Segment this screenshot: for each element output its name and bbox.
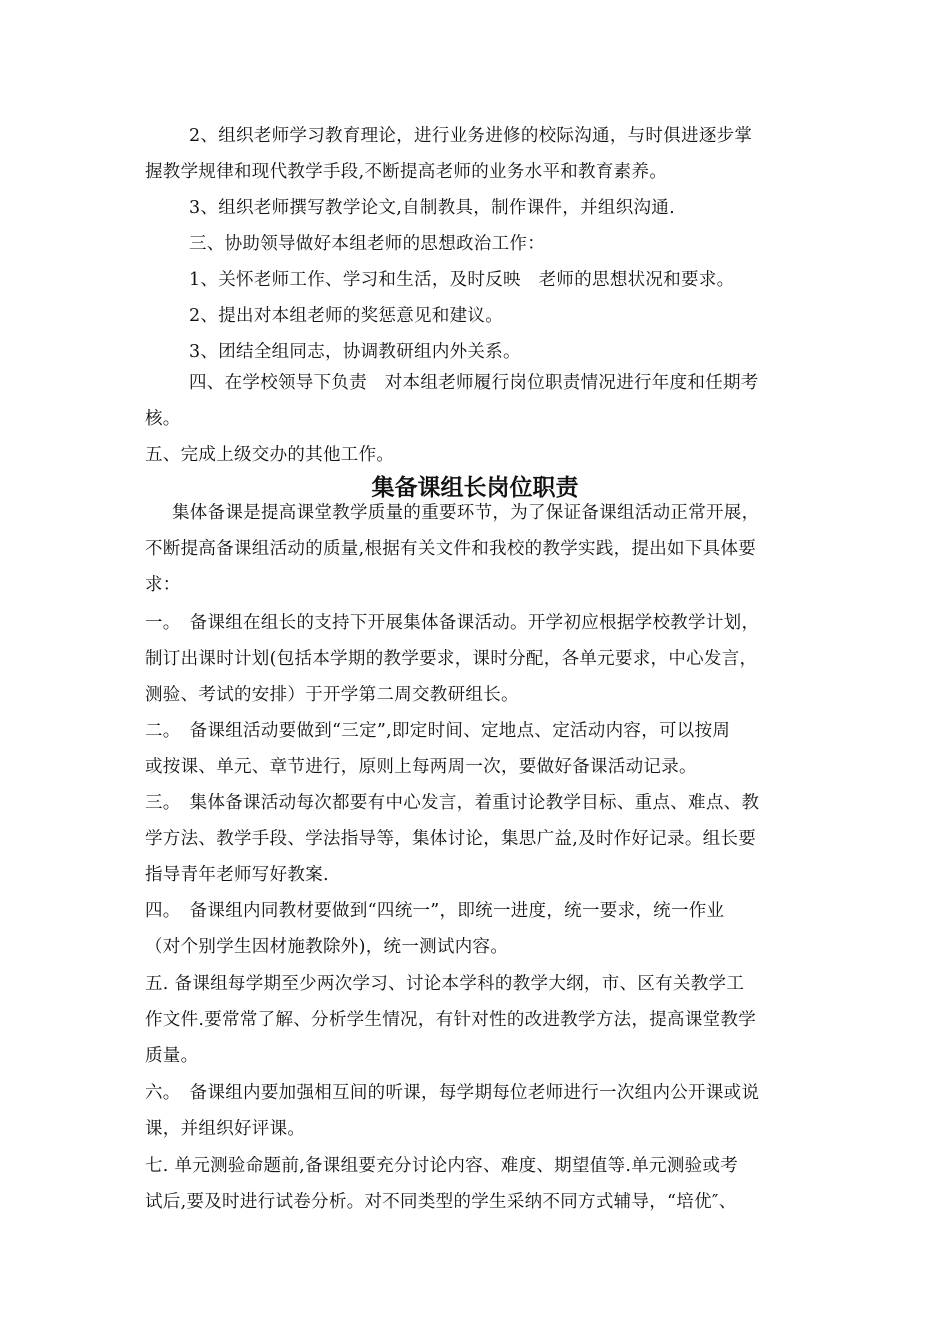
list-item: 二。 备课组活动要做到“三定”,即定时间、定地点、定活动内容，可以按周: [145, 721, 731, 741]
paragraph-line: 或按课、单元、章节进行，原则上每两周一次，要做好备课活动记录。: [145, 757, 697, 777]
list-item: 六。 备课组内要加强相互间的听课，每学期每位老师进行一次组内公开课或说: [145, 1083, 760, 1103]
paragraph-line: 质量。: [145, 1046, 199, 1066]
list-item: 三。 集体备课活动每次都要有中心发言，着重讨论教学目标、重点、难点、教: [145, 793, 760, 813]
paragraph-line: 学方法、教学手段、学法指导等，集体讨论，集思广益,及时作好记录。组长要: [145, 829, 757, 849]
paragraph-line: 试后,要及时进行试卷分析。对不同类型的学生采纳不同方式辅导，“培优″、: [145, 1192, 737, 1212]
section-heading: 三、协助领导做好本组老师的思想政治工作：: [189, 234, 545, 254]
paragraph-line: 课，并组织好评课。: [145, 1119, 306, 1139]
list-item: 五. 备课组每学期至少两次学习、讨论本学科的教学大纲，市、区有关教学工: [145, 974, 745, 994]
paragraph-line: 3、组织老师撰写教学论文,自制教具，制作课件，并组织沟通.: [189, 198, 675, 218]
paragraph-line: 3、团结全组同志，协调教研组内外关系。: [189, 342, 521, 362]
paragraph-line: 2、组织老师学习教育理论，进行业务进修的校际沟通，与时俱进逐步掌: [189, 126, 753, 146]
paragraph-line: 指导青年老师写好教案.: [145, 865, 329, 885]
paragraph-line: 作文件.要常常了解、分析学生情况，有针对性的改进教学方法，提高课堂教学: [145, 1010, 757, 1030]
paragraph-line: 制订出课时计划(包括本学期的教学要求，课时分配，各单元要求，中心发言，: [145, 649, 758, 669]
paragraph-line: 集体备课是提高课堂教学质量的重要环节，为了保证备课组活动正常开展，: [172, 503, 760, 523]
list-item: 四。 备课组内同教材要做到“四统一”，即统一进度，统一要求，统一作业: [145, 901, 725, 921]
document-title: 集备课组长岗位职责: [371, 475, 579, 501]
paragraph-line: 测验、考试的安排）于开学第二周交教研组长。: [145, 685, 519, 705]
paragraph-line: 握教学规律和现代教学手段,不断提高老师的业务水平和教育素养。: [145, 162, 668, 182]
paragraph-line: 求：: [145, 575, 181, 595]
section-heading: 四、在学校领导下负责 对本组老师履行岗位职责情况进行年度和任期考: [189, 373, 759, 393]
section-heading: 五、完成上级交办的其他工作。: [145, 445, 395, 465]
paragraph-line: 2、提出对本组老师的奖惩意见和建议。: [189, 306, 504, 326]
paragraph-line: 核。: [145, 409, 181, 429]
list-item: 一。 备课组在组长的支持下开展集体备课活动。开学初应根据学校教学计划，: [145, 613, 760, 633]
paragraph-line: 不断提高备课组活动的质量,根据有关文件和我校的教学实践，提出如下具体要: [145, 539, 757, 559]
paragraph-line: （对个别学生因材施教除外)，统一测试内容。: [145, 937, 509, 957]
paragraph-line: 1、关怀老师工作、学习和生活，及时反映 老师的思想状况和要求。: [189, 270, 735, 290]
list-item: 七. 单元测验命题前,备课组要充分讨论内容、难度、期望值等.单元测验或考: [145, 1156, 739, 1176]
